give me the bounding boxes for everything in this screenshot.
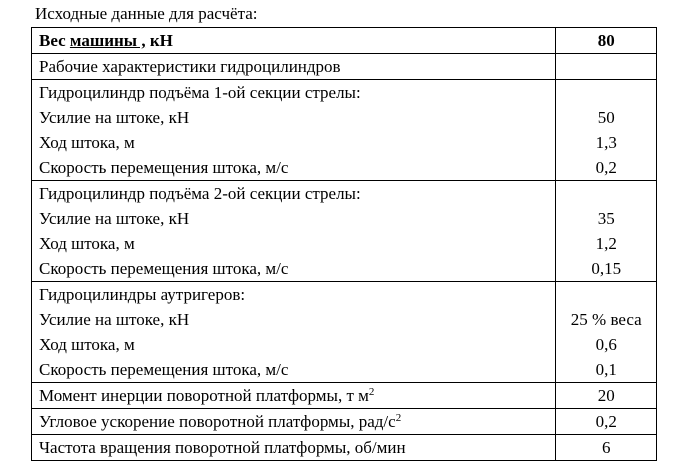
group1-title: Гидроцилиндр подъёма 1-ой секции стрелы: bbox=[39, 83, 361, 102]
acceleration-unit-exponent: 2 bbox=[395, 412, 402, 424]
group2-speed-value: 0,15 bbox=[591, 259, 622, 278]
group3-speed-value: 0,1 bbox=[595, 360, 617, 379]
input-data-table bbox=[31, 27, 657, 461]
frequency-label: Частота вращения поворотной платформы, об/мин bbox=[32, 435, 556, 461]
acceleration-value: 0,2 bbox=[556, 409, 657, 435]
group3-labels bbox=[32, 282, 556, 383]
table-row-hydraulics-title bbox=[32, 54, 657, 80]
table-row-frequency bbox=[32, 435, 657, 461]
inertia-label: Момент инерции поворотной платформы, т $м^2$ bbox=[32, 383, 556, 409]
machine-weight-label: Вес машины , кН bbox=[32, 28, 556, 54]
hydraulics-title: Рабочие характеристики гидроцилиндров bbox=[32, 54, 556, 80]
group3-force-value: 25 % веса bbox=[570, 310, 642, 329]
frequency-value: 6 bbox=[556, 435, 657, 461]
table-row-inertia bbox=[32, 383, 657, 409]
group2-speed-label: Скорость перемещения штока, м/с bbox=[39, 259, 289, 278]
group3-title: Гидроцилиндры аутригеров: bbox=[39, 285, 246, 304]
table-row-group2 bbox=[32, 181, 657, 282]
group2-title: Гидроцилиндр подъёма 2-ой секции стрелы: bbox=[39, 184, 361, 203]
group3-speed-label: Скорость перемещения штока, м/с bbox=[39, 360, 289, 379]
group2-values bbox=[556, 181, 657, 282]
table-row-acceleration bbox=[32, 409, 657, 435]
group1-labels bbox=[32, 80, 556, 181]
group1-force-label: Усилие на штоке, кН bbox=[39, 108, 190, 127]
group1-stroke-value: 1,3 bbox=[595, 133, 617, 152]
group2-labels bbox=[32, 181, 556, 282]
group1-speed-value: 0,2 bbox=[595, 158, 617, 177]
group3-force-label: Усилие на штоке, кН bbox=[39, 310, 190, 329]
hydraulics-title-value bbox=[556, 54, 657, 80]
group3-values bbox=[556, 282, 657, 383]
table-caption: Исходные данные для расчёта: bbox=[35, 4, 258, 23]
group3-stroke-value: 0,6 bbox=[595, 335, 617, 354]
table-row-machine-weight bbox=[32, 28, 657, 54]
table-row-group1 bbox=[32, 80, 657, 181]
group1-speed-label: Скорость перемещения штока, м/с bbox=[39, 158, 289, 177]
group1-values bbox=[556, 80, 657, 181]
group2-force-label: Усилие на штоке, кН bbox=[39, 209, 190, 228]
machine-weight-value: 80 bbox=[556, 28, 657, 54]
group2-stroke-label: Ход штока, м bbox=[39, 234, 135, 253]
inertia-unit-exponent: 2 bbox=[368, 386, 375, 398]
inertia-value: 20 bbox=[556, 383, 657, 409]
acceleration-label: Угловое ускорение поворотной платформы, рад/$с^2$ bbox=[32, 409, 556, 435]
group2-stroke-value: 1,2 bbox=[595, 234, 617, 253]
group2-force-value: 35 bbox=[597, 209, 615, 228]
table-row-group3 bbox=[32, 282, 657, 383]
group1-stroke-label: Ход штока, м bbox=[39, 133, 135, 152]
group3-stroke-label: Ход штока, м bbox=[39, 335, 135, 354]
group1-force-value: 50 bbox=[597, 108, 615, 127]
